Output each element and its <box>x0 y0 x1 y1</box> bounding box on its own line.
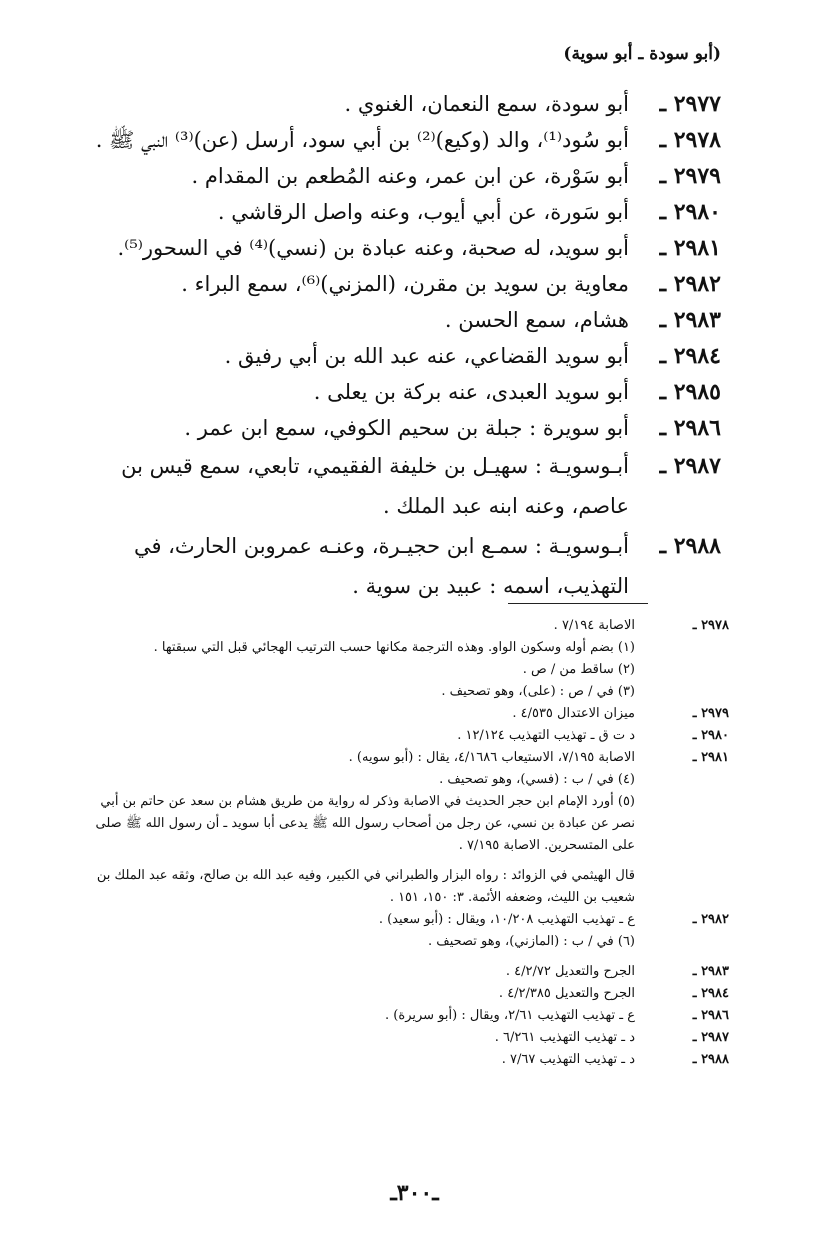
entry <box>80 266 721 302</box>
footnote-text: د ـ تهذيب التهذيب ٧/٦٧ . <box>501 1052 635 1067</box>
footnote-row <box>80 725 729 747</box>
footnote-text: الجرح والتعديل ٤/٢/٧٢ . <box>505 964 635 979</box>
entry-number: ٢٩٨٢ ـ <box>659 271 721 297</box>
footnote-text: (١) بضم أوله وسكون الواو. وهذه الترجمة مكانها حسب الترتيب الهجائي قبل التي سبقتها . <box>153 640 635 655</box>
entry <box>80 302 721 338</box>
entry <box>80 158 721 194</box>
entry-number: ٢٩٨٤ ـ <box>659 343 721 369</box>
footnote-row <box>80 1027 729 1049</box>
footnote-divider <box>508 603 648 604</box>
entry <box>80 230 721 266</box>
entry <box>80 338 721 374</box>
entry-text: أبـوسويـة : سمـع ابن حجيـرة، وعنـه عمروبن الحارث، في التهذيب، اسمه : عبيد بن سوية . <box>133 534 629 598</box>
entry-number: ٢٩٧٩ ـ <box>659 163 721 189</box>
footnote-text: (٢) ساقط من / ص . <box>522 662 635 677</box>
entry-text: أبو سُود⁽¹⁾، والد (وكيع)⁽²⁾ بن أبي سود، أرسل (عن)⁽³⁾ النبي ﷺ . <box>95 128 629 152</box>
footnote-text: ع ـ تهذيب التهذيب ٢/٦١، ويقال : (أبو سريرة) . <box>385 1008 635 1023</box>
footnote-entry-number: ٢٩٨٧ ـ <box>692 1030 729 1045</box>
footnote-entry-number: ٢٩٨٨ ـ <box>692 1052 729 1067</box>
running-head: (أبو سودة ـ أبو سوية) <box>563 44 721 64</box>
footnote-entry-number: ٢٩٧٨ ـ <box>692 618 729 633</box>
entry-text: هشام، سمع الحسن . <box>444 308 629 332</box>
footnote-text: د ـ تهذيب التهذيب ٦/٢٦١ . <box>494 1030 635 1045</box>
footnote-row <box>80 1049 729 1071</box>
footnote-entry-number: ٢٩٨١ ـ <box>692 750 729 765</box>
page-number: ـ٣٠٠ـ <box>390 1180 439 1206</box>
footnote-entry-number: ٢٩٨٣ ـ <box>692 964 729 979</box>
footnote-text: ميزان الاعتدال ٤/٥٣٥ . <box>512 706 635 721</box>
entry <box>80 526 721 606</box>
footnotes <box>80 615 729 1071</box>
entry-number: ٢٩٧٨ ـ <box>659 127 721 153</box>
footnote-row <box>80 983 729 1005</box>
footnote-text: (٤) في / ب : (فسي)، وهو تصحيف . <box>439 772 635 787</box>
footnote-row <box>80 659 729 681</box>
footnote-row <box>80 769 729 791</box>
footnote-entry-number: ٢٩٨٦ ـ <box>692 1008 729 1023</box>
entry-text: أبـوسويـة : سهيـل بن خليفة الفقيمي، تابعي، سمع قيس بن عاصم، وعنه ابنه عبد الملك . <box>121 454 629 518</box>
footnote-row <box>80 1005 729 1027</box>
footnote-text: الاصابة ٧/١٩٥، الاستيعاب ٤/١٦٨٦، يقال : (أبو سويه) . <box>348 750 635 765</box>
footnote-text: (٣) في / ص : (على)، وهو تصحيف . <box>441 684 635 699</box>
entry-text: أبو سويد القضاعي، عنه عبد الله بن أبي رفيق . <box>224 344 629 368</box>
footnote-text: (٦) في / ب : (المازني)، وهو تصحيف . <box>427 934 635 949</box>
entry <box>80 410 721 446</box>
footnote-entry-number: ٢٩٨٤ ـ <box>692 986 729 1001</box>
entries-list <box>80 86 721 606</box>
footnote-text: الاصابة ٧/١٩٤ . <box>553 618 635 633</box>
footnote-row <box>80 791 729 857</box>
entry <box>80 374 721 410</box>
footnote-row <box>80 961 729 983</box>
entry <box>80 194 721 230</box>
entry-number: ٢٩٧٧ ـ <box>659 91 721 117</box>
footnote-text: (٥) أورد الإمام ابن حجر الحديث في الاصابة وذكر له رواية من طريق هشام بن سعد عن حاتم بن أبي نصر عن عبادة بن نسي، عن رجل من أصحاب رسول الله ﷺ يدعى أبا سويد ـ أن رسول الله ﷺ صلى على المتسحرين. الاصابة ٧/١٩٥ . <box>95 794 635 853</box>
entry-number: ٢٩٨٠ ـ <box>659 199 721 225</box>
entry-text: أبو سودة، سمع النعمان، الغنوي . <box>344 92 629 116</box>
footnote-row <box>80 637 729 659</box>
entry-number: ٢٩٨٦ ـ <box>659 415 721 441</box>
footnote-entry-number: ٢٩٨٢ ـ <box>692 912 729 927</box>
footnote-row <box>80 681 729 703</box>
entry-number: ٢٩٨٥ ـ <box>659 379 721 405</box>
entry-text: أبو سويد، له صحبة، وعنه عبادة بن (نسي)⁽⁴⁾ في السحور⁽⁵⁾. <box>117 236 629 260</box>
entry-number: ٢٩٨٣ ـ <box>659 307 721 333</box>
entry-number: ٢٩٨١ ـ <box>659 235 721 261</box>
entry-number: ٢٩٨٨ ـ <box>659 533 721 559</box>
footnote-text: ع ـ تهذيب التهذيب ١٠/٢٠٨، ويقال : (أبو سعيد) . <box>378 912 635 927</box>
footnote-entry-number: ٢٩٧٩ ـ <box>692 706 729 721</box>
entry <box>80 446 721 526</box>
footnote-text: قال الهيثمي في الزوائد : رواه البزار والطبراني في الكبير، وفيه عبد الله بن صالح، وثقه عبد الملك بن شعيب بن الليث، وضعفه الأئمة. ٣: ١٥٠، ١٥١ . <box>96 868 635 905</box>
entry-text: أبو سَوْرة، عن ابن عمر، وعنه المُطعم بن المقدام . <box>191 164 629 188</box>
entry-text: أبو سويد العبدى، عنه بركة بن يعلى . <box>313 380 629 404</box>
entry-text: أبو سَورة، عن أبي أيوب، وعنه واصل الرقاشي . <box>217 200 629 224</box>
entry-text: أبو سويرة : جبلة بن سحيم الكوفي، سمع ابن عمر . <box>184 416 629 440</box>
entry-text: معاوية بن سويد بن مقرن، (المزني)⁽⁶⁾، سمع البراء . <box>181 272 629 296</box>
footnote-row <box>80 931 729 953</box>
footnote-entry-number: ٢٩٨٠ ـ <box>692 728 729 743</box>
footnote-row <box>80 703 729 725</box>
footnote-row <box>80 747 729 769</box>
footnote-text: الجرح والتعديل ٤/٢/٣٨٥ . <box>498 986 635 1001</box>
footnote-text: د ت ق ـ تهذيب التهذيب ١٢/١٢٤ . <box>457 728 635 743</box>
entry <box>80 86 721 122</box>
entry <box>80 122 721 158</box>
footnote-row <box>80 909 729 931</box>
footnote-row <box>80 615 729 637</box>
footnote-row <box>80 865 729 909</box>
entry-number: ٢٩٨٧ ـ <box>659 453 721 479</box>
